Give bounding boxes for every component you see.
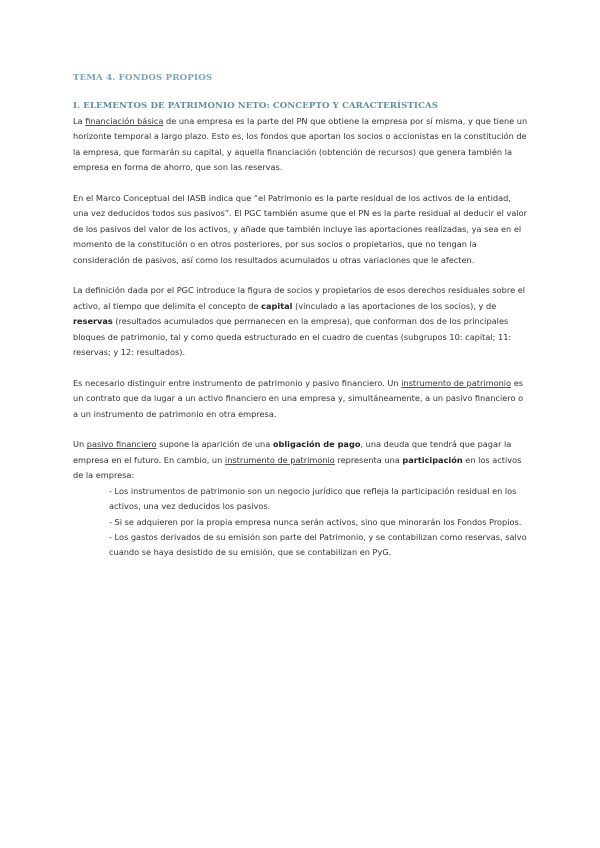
- p3-bold-capital: capital: [261, 300, 293, 311]
- p4-text-b: es un contrato que da lugar a un activo financiero en una empresa y, simultáneamente, a un pasivo financiero o a un instrumento de patrimonio en otra empresa.: [73, 377, 524, 419]
- p1-underline-financiacion: financiación básica: [85, 116, 164, 126]
- p5-underline-instrumento: instrumento de patrimonio: [224, 454, 335, 465]
- document-content: [73, 72, 528, 561]
- p4-underline-instrumento: instrumento de patrimonio: [401, 377, 512, 388]
- p5-text-a: Un: [73, 439, 87, 450]
- p3-text-c: (resultados acumulados que permanecen en la empresa), que conforman dos de los principales bloques de patrimonio, tal y como queda estructurado en el cuadro de cuentas (subgrupos 10: capital; 11: reservas; y 12: resultados).: [73, 316, 512, 358]
- paragraph-5: [73, 437, 528, 483]
- paragraph-1: [73, 114, 528, 176]
- p1-text-b: de una empresa es la parte del PN que obtiene la empresa por sí misma, y que tiene un horizonte temporal a largo plazo. Esto es, los fondos que aportan los socios o accionistas en la constitución de la empresa, que formarán su capital, y aquella financiación (obtención de recursos) que genera también la empresa en forma de ahorro, que son las reservas.: [73, 116, 528, 173]
- p5-underline-pasivo: pasivo financiero: [86, 439, 157, 450]
- p5-text-e: en los activos de la empresa:: [73, 454, 522, 481]
- p5-text-c: , una deuda que tendrá que pagar la empresa en el futuro. En cambio, un: [73, 439, 512, 465]
- document-title: TEMA 4. FONDOS PROPIOS: [73, 73, 213, 83]
- list-item: - Si se adquieren por la propia empresa nunca serán activos, sino que minorarán los Fondos Propios.: [109, 516, 522, 527]
- list-item: - Los instrumentos de patrimonio son un negocio jurídico que refleja la participación residual en los activos, una vez deducidos los pasivos.: [109, 485, 517, 512]
- p5-text-b: supone la aparición de una: [156, 439, 273, 450]
- p5-bold-participacion: participación: [402, 454, 463, 465]
- p5-bold-obligacion: obligación de pago: [272, 439, 361, 450]
- paragraph-2: En el Marco Conceptual del IASB indica que “el Patrimonio es la parte residual de los activos de la entidad, una vez deducidos todos sus pasivos”. El PGC también asume que el PN es la parte residual al deducir el valor de los pasivos del valor de los activos, y añade que también incluye las aportaciones realizadas, ya sea en el momento de la constitución o en otros posteriores, por sus socios o propietarios, que no tengan la consideración de pasivos, así como los resultados acumulados u otras variaciones que le afecten.: [73, 193, 528, 265]
- p4-text-a: Es necesario distinguir entre instrumento de patrimonio y pasivo financiero. Un: [73, 377, 402, 388]
- section-heading: I. ELEMENTOS DE PATRIMONIO NETO: CONCEPTO Y CARACTERÍSTICAS: [73, 101, 439, 111]
- p1-text-a: La: [73, 116, 86, 126]
- p3-bold-reservas: reservas: [73, 316, 113, 327]
- paragraph-4: [73, 376, 528, 422]
- characteristics-list: [73, 484, 528, 561]
- p5-text-d: representa una: [334, 454, 403, 465]
- p3-text-b: (vinculado a las aportaciones de los socios), y de: [292, 300, 497, 311]
- p3-text-a: La definición dada por el PGC introduce la figura de socios y propietarios de esos derechos residuales sobre el activo, al tiempo que delimita el concepto de: [73, 285, 526, 311]
- list-item: - Los gastos derivados de su emisión son parte del Patrimonio, y se contabilizan como reservas, salvo cuando se haya desistido de su emisión, que se contabilizan en PyG.: [109, 531, 527, 558]
- paragraph-3: [73, 283, 528, 360]
